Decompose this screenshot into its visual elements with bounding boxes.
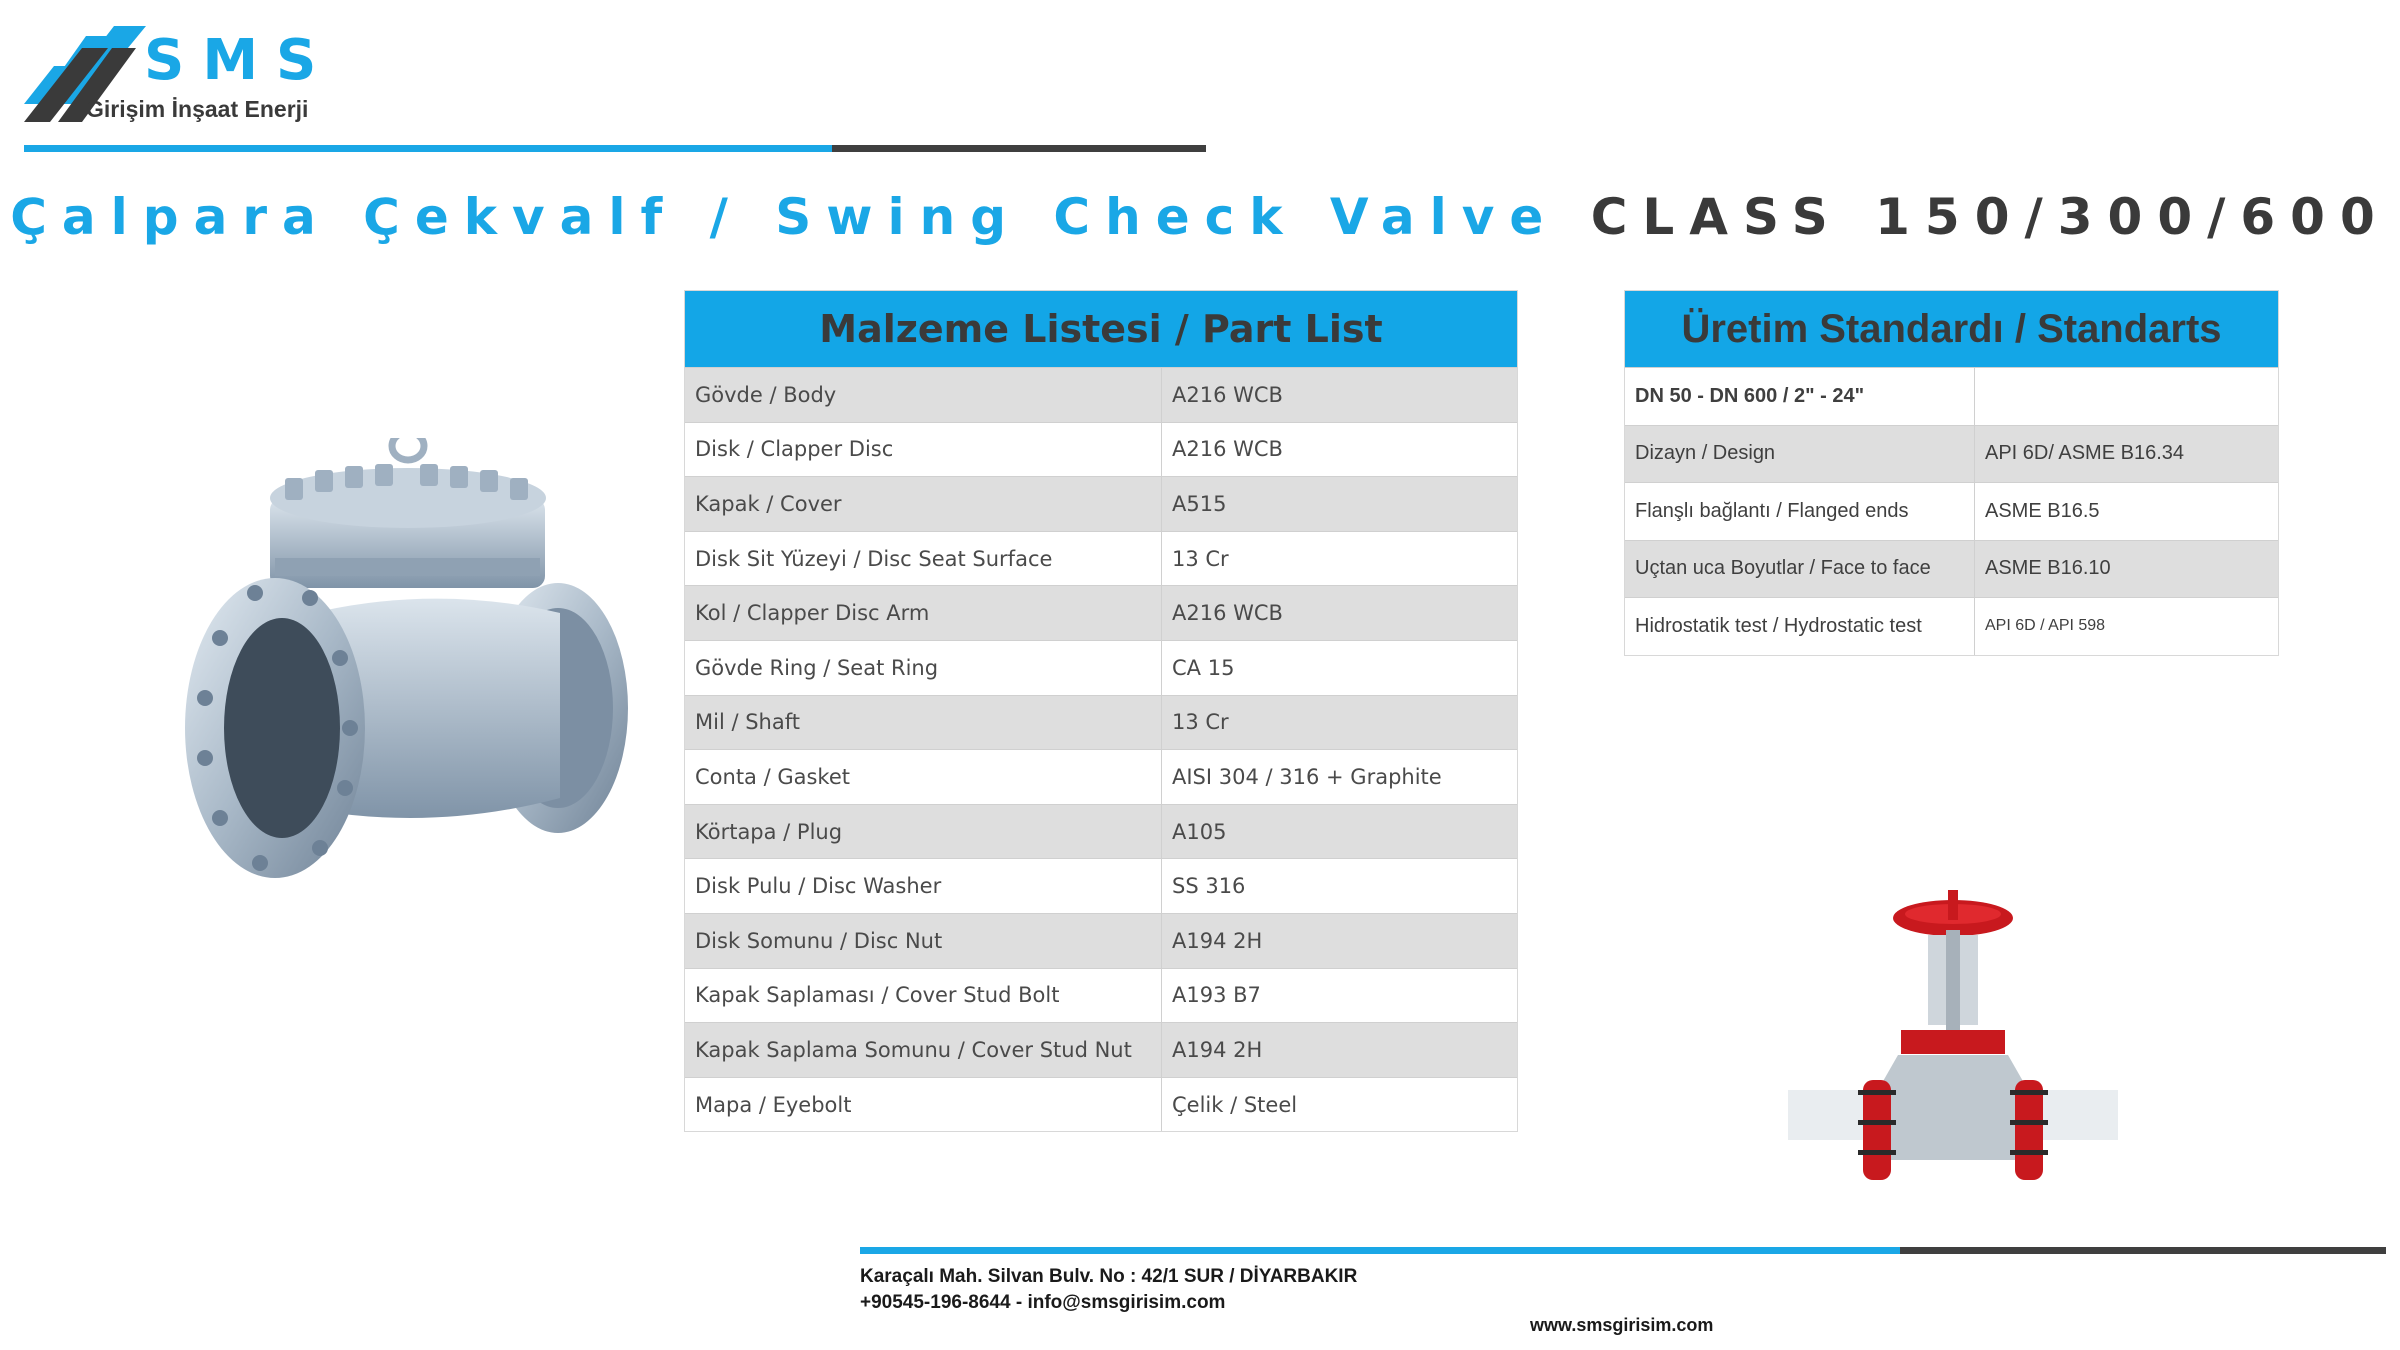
part-name: Mil / Shaft <box>685 696 1162 750</box>
standards-table <box>1624 290 2279 656</box>
part-list-heading: Malzeme Listesi / Part List <box>685 291 1517 367</box>
standard-row <box>1625 482 2278 540</box>
part-name: Gövde Ring / Seat Ring <box>685 641 1162 695</box>
part-row <box>685 1022 1517 1077</box>
part-row <box>685 695 1517 750</box>
part-name: Disk Sit Yüzeyi / Disc Seat Surface <box>685 532 1162 586</box>
footer-phone-email: +90545-196-8644 - info@smsgirisim.com <box>860 1292 1226 1313</box>
standard-row <box>1625 597 2278 655</box>
part-row <box>685 1077 1517 1132</box>
part-material: 13 Cr <box>1172 546 1229 571</box>
part-name: Körtapa / Plug <box>685 805 1162 859</box>
standard-label: Hidrostatik test / Hydrostatic test <box>1625 598 1975 655</box>
part-row <box>685 476 1517 531</box>
part-material: A216 WCB <box>1172 437 1283 462</box>
part-name: Kapak Saplaması / Cover Stud Bolt <box>685 969 1162 1023</box>
part-row <box>685 640 1517 695</box>
part-material: A194 2H <box>1172 1037 1263 1062</box>
part-row <box>685 913 1517 968</box>
standard-value: API 6D/ ASME B16.34 <box>1985 442 2184 465</box>
part-name: Kapak Saplama Somunu / Cover Stud Nut <box>685 1023 1162 1077</box>
part-name: Gövde / Body <box>685 368 1162 422</box>
standard-row <box>1625 367 2278 425</box>
part-row <box>685 367 1517 422</box>
standard-value: ASME B16.10 <box>1985 557 2111 580</box>
part-material: 13 Cr <box>1172 710 1229 735</box>
footer-divider-blue <box>860 1247 1900 1254</box>
part-material: A105 <box>1172 819 1227 844</box>
part-material: Çelik / Steel <box>1172 1092 1298 1117</box>
part-row <box>685 749 1517 804</box>
part-name: Mapa / Eyebolt <box>685 1078 1162 1132</box>
footer-address: Karaçalı Mah. Silvan Bulv. No : 42/1 SUR / DİYARBAKIR <box>860 1266 1358 1287</box>
logo-name: SMS <box>144 28 335 93</box>
part-material: A515 <box>1172 491 1227 516</box>
part-row <box>685 585 1517 640</box>
page-title <box>0 188 2400 246</box>
part-material: A216 WCB <box>1172 601 1283 626</box>
part-row <box>685 804 1517 859</box>
header-divider-blue <box>24 145 832 152</box>
standard-label: Uçtan uca Boyutlar / Face to face <box>1625 541 1975 598</box>
part-name: Disk / Clapper Disc <box>685 423 1162 477</box>
part-name: Conta / Gasket <box>685 750 1162 804</box>
footer-divider-gray <box>1900 1247 2386 1254</box>
footer-website: www.smsgirisim.com <box>1530 1315 1714 1335</box>
part-row <box>685 858 1517 913</box>
part-row <box>685 968 1517 1023</box>
logo-subtitle: Girişim İnşaat Enerji <box>86 96 309 122</box>
standard-value: ASME B16.5 <box>1985 499 2100 522</box>
standards-heading: Üretim Standardı / Standarts <box>1625 291 2278 367</box>
standard-row <box>1625 540 2278 598</box>
standard-value: API 6D / API 598 <box>1985 617 2106 635</box>
company-logo <box>24 26 335 126</box>
standards-body <box>1625 367 2278 655</box>
standard-label: Flanşlı bağlantı / Flanged ends <box>1625 483 1975 540</box>
part-material: A193 B7 <box>1172 983 1261 1008</box>
part-name: Kol / Clapper Disc Arm <box>685 586 1162 640</box>
standard-row <box>1625 425 2278 483</box>
standard-label: DN 50 - DN 600 / 2" - 24" <box>1625 368 1975 425</box>
part-material: A194 2H <box>1172 928 1263 953</box>
part-row <box>685 531 1517 586</box>
part-name: Kapak / Cover <box>685 477 1162 531</box>
part-material: A216 WCB <box>1172 382 1283 407</box>
footer-contact <box>860 1264 1357 1316</box>
part-material: SS 316 <box>1172 874 1246 899</box>
part-material: AISI 304 / 316 + Graphite <box>1172 764 1442 789</box>
part-name: Disk Pulu / Disc Washer <box>685 859 1162 913</box>
part-row <box>685 422 1517 477</box>
standard-label: Dizayn / Design <box>1625 426 1975 483</box>
swing-check-valve-image <box>160 438 650 928</box>
part-list-table <box>684 290 1518 1132</box>
gate-valve-image <box>1788 890 2118 1190</box>
title-class: CLASS 150/300/600 <box>1590 188 2390 246</box>
part-list-body <box>685 367 1517 1131</box>
header-divider-gray <box>832 145 1206 152</box>
part-material: CA 15 <box>1172 655 1235 680</box>
part-name: Disk Somunu / Disc Nut <box>685 914 1162 968</box>
title-product: Çalpara Çekvalf / Swing Check Valve <box>10 188 1559 246</box>
standard-value <box>1975 368 2278 425</box>
